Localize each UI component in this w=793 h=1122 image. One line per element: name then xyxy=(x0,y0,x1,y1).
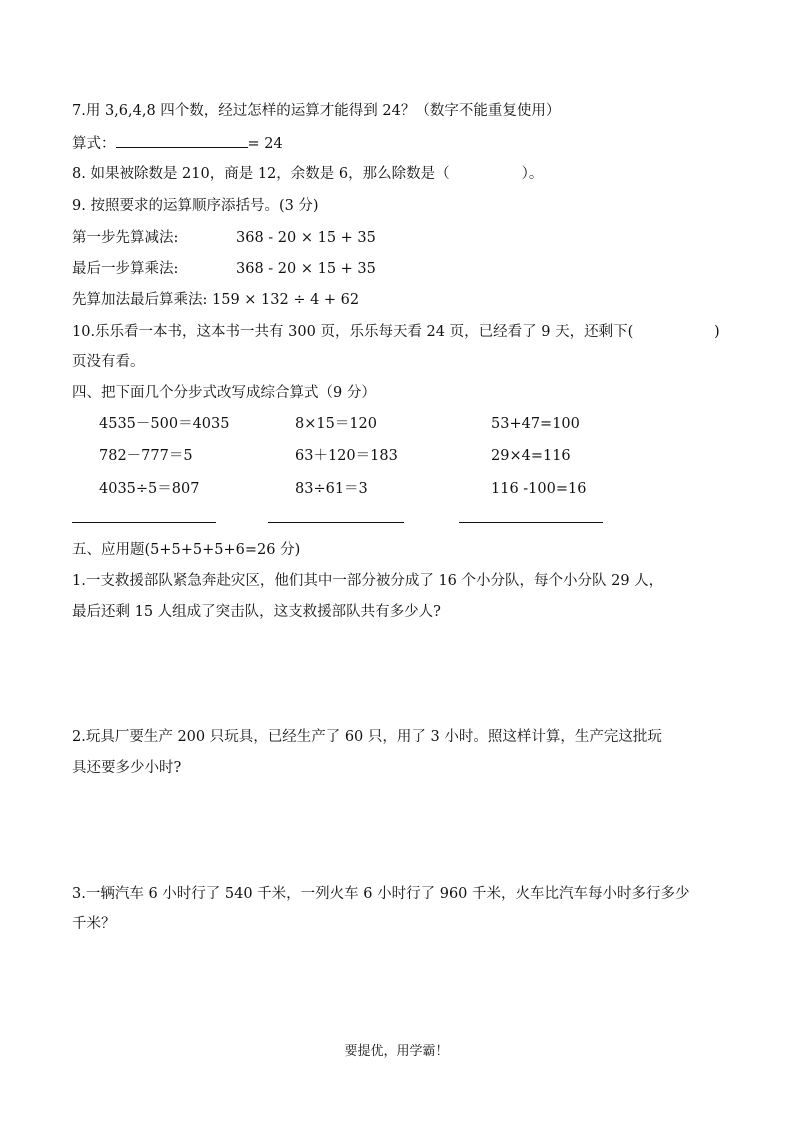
q10-line-2: 页没有看。 xyxy=(72,354,145,370)
q9-row-1-label: 第一步先算减法: xyxy=(72,230,179,246)
section4-g1-step1: 4535－500＝4035 xyxy=(99,416,230,432)
q9-row-3-label: 先算加法最后算乘法: xyxy=(72,292,208,308)
q7-answer-blank[interactable] xyxy=(116,133,248,148)
q7-formula-label: 算式： xyxy=(72,136,116,152)
section5-p3-line-2: 千米？ xyxy=(72,916,116,932)
section4-g3-step3: 116 -100=16 xyxy=(491,481,587,497)
section4-answer-line-3[interactable] xyxy=(459,522,603,523)
q9-row-1-expr[interactable]: 368 - 20 × 15 + 35 xyxy=(236,230,376,246)
q10-line-1: 10.乐乐看一本书，这本书一共有 300 页，乐乐每天看 24 页，已经看了 9 天，还剩下( xyxy=(72,324,634,340)
section4-g3-step1: 53+47=100 xyxy=(491,416,580,432)
q9-row-2-label: 最后一步算乘法: xyxy=(72,261,179,277)
q9-row-3 xyxy=(72,290,359,310)
q7-formula-result: = 24 xyxy=(247,136,283,152)
section4-title: 四、把下面几个分步式改写成综合算式（9 分） xyxy=(72,385,376,401)
q10-line-1-end: ) xyxy=(714,324,720,340)
section5-p2-line-2: 具还要多少小时? xyxy=(72,760,182,776)
section4-g2-step1: 8×15＝120 xyxy=(295,416,378,432)
q9-row-2-expr[interactable]: 368 - 20 × 15 + 35 xyxy=(236,261,376,277)
section4-g1-step3: 4035÷5＝807 xyxy=(99,481,200,497)
section4-answer-line-1[interactable] xyxy=(72,522,216,523)
section4-g1-step2: 782－777＝5 xyxy=(99,448,193,464)
q7-text: 7.用 3,6,4,8 四个数，经过怎样的运算才能得到 24？（数字不能重复使用） xyxy=(72,103,561,119)
section4-g3-step2: 29×4=116 xyxy=(491,448,571,464)
q7-formula xyxy=(72,133,283,154)
section4-g2-step3: 83÷61＝3 xyxy=(295,481,368,497)
section5-p3-line-1: 3.一辆汽车 6 小时行了 540 千米，一列火车 6 小时行了 960 千米，火车比汽车每小时多行多少 xyxy=(72,886,690,902)
page-footer: 要提优，用学霸！ xyxy=(344,1044,449,1059)
section4-g2-step2: 63＋120＝183 xyxy=(295,448,398,464)
q8-text-before: 8. 如果被除数是 210，商是 12，余数是 6，那么除数是（ xyxy=(72,166,450,182)
q9-row-3-expr[interactable]: 159 × 132 ÷ 4 + 62 xyxy=(212,292,360,308)
section5-title: 五、应用题(5+5+5+5+6=26 分) xyxy=(72,542,301,558)
section5-p1-line-2: 最后还剩 15 人组成了突击队，这支救援部队共有多少人? xyxy=(72,604,441,620)
q8-text-after: ）。 xyxy=(521,166,544,182)
section5-p1-line-1: 1.一支救援部队紧急奔赴灾区，他们其中一部分被分成了 16 个小分队，每个小分队 29 人， xyxy=(72,573,664,589)
q8 xyxy=(72,164,543,184)
section5-p2-line-1: 2.玩具厂要生产 200 只玩具，已经生产了 60 只，用了 3 小时。照这样计算，生产完这批玩 xyxy=(72,729,662,745)
q9-title: 9. 按照要求的运算顺序添括号。(3 分) xyxy=(72,198,319,214)
section4-answer-line-2[interactable] xyxy=(268,522,404,523)
